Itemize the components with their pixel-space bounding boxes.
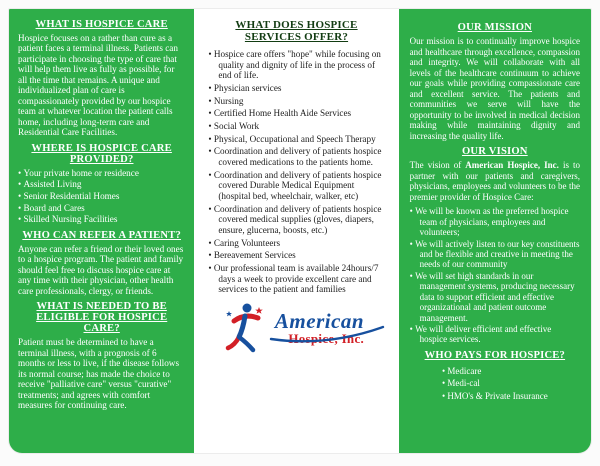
eligibility-text: Patient must be determined to have a terminal illness, with a prognosis of 6 months or less to live, if the disease follows its normal course; has made the choice to receive "palliative care" versus "curative" treatments; and agrees with comfort measures for continuing care. bbox=[18, 337, 180, 411]
list-item: • Medicare bbox=[442, 366, 548, 376]
vision-intro-pre: The vision of bbox=[409, 160, 466, 171]
middle-panel bbox=[194, 9, 398, 453]
logo-american-text: American bbox=[274, 308, 365, 333]
mission-text: Our mission is to continually improve hospice and healthcare through excellence, compassion and integrity. We will collaborate with all levels of the healthcare continuum to achieve our goals while providing compassionate care and excellent service. The patients and communities we serve will have the opportunity to be involved in medical decision making while maintaining dignity and increasing the quality life. bbox=[409, 36, 580, 141]
vision-intro-bold: American Hospice, Inc. bbox=[465, 160, 559, 171]
brochure-sheet bbox=[8, 8, 592, 454]
list-item: • Certified Home Health Aide Services bbox=[208, 108, 384, 119]
list-item: • Physician services bbox=[208, 83, 384, 94]
vision-list bbox=[410, 206, 580, 345]
list-item: • We will actively listen to our key constituents and be flexible and creative in meeting the needs of our community bbox=[410, 239, 580, 270]
list-item: • Physical, Occupational and Speech Therapy bbox=[208, 134, 384, 145]
who-pays-list bbox=[442, 366, 548, 403]
list-item: • Coordination and delivery of patients hospice covered medical supplies (gloves, diapers, ensure, glucerna, boosts, etc.) bbox=[208, 204, 384, 236]
list-item: • Senior Residential Homes bbox=[18, 191, 185, 202]
heading-our-mission: OUR MISSION bbox=[457, 22, 532, 33]
vision-intro-text bbox=[410, 160, 580, 202]
list-item: • Caring Volunteers bbox=[208, 238, 384, 249]
list-item: • Assisted Living bbox=[18, 179, 185, 190]
right-panel bbox=[399, 9, 591, 453]
what-is-hospice-care-text: Hospice focuses on a rather than cure as a patient faces a terminal illness. Patients can participate in choosing the type of care that will help them live as fully as possible, for all the time that remains. A unique and individualized plan of care is compassionately provided by our hospice team at whatever location the patient calls home, including long-term care and Residential Care Facilities. bbox=[18, 33, 178, 138]
list-item: • We will set high standards in our management systems, producing necessary data to support efficient and effective organizational and patient outcome management. bbox=[410, 271, 580, 323]
list-item: • Nursing bbox=[208, 96, 384, 107]
list-item: • Hospice care offers "hope" while focusing on quality and dignity of life in the process of end of life. bbox=[208, 49, 384, 81]
list-item: • Medi-cal bbox=[442, 378, 548, 388]
heading-eligibility: WHAT IS NEEDED TO BE ELIGIBLE FOR HOSPICE CARE? bbox=[36, 301, 168, 335]
list-item: • Skilled Nursing Facilities bbox=[18, 214, 185, 225]
list-item: • Our professional team is available 24hours/7 days a week to provide excellent care and services to the patient and families bbox=[208, 263, 384, 295]
heading-who-pays: WHO PAYS FOR HOSPICE? bbox=[424, 349, 566, 361]
list-item: • Social Work bbox=[208, 121, 384, 132]
list-item: • We will be known as the preferred hospice team of physicians, employees and volunteers; bbox=[410, 206, 580, 237]
list-item: • HMO's & Private Insurance bbox=[442, 391, 548, 401]
heading-where-provided: WHERE IS HOSPICE CARE PROVIDED? bbox=[31, 142, 172, 165]
heading-what-is-hospice-care: WHAT IS HOSPICE CARE bbox=[35, 19, 168, 30]
heading-who-can-refer: WHO CAN REFER A PATIENT? bbox=[22, 229, 181, 241]
heading-services-offer: WHAT DOES HOSPICE SERVICES OFFER? bbox=[235, 19, 358, 43]
vision-intro-post: is to partner with our patients and caregivers, physicians, employees and volunteers to be the premier provider of Hospice Care: bbox=[409, 160, 580, 202]
american-hospice-logo bbox=[208, 301, 384, 358]
list-item: • Board and Cares bbox=[18, 203, 185, 214]
dancing-figure-icon bbox=[223, 301, 265, 358]
left-panel bbox=[9, 9, 194, 453]
list-item: • Coordination and delivery of patients hospice covered Durable Medical Equipment (hospital bed, wheelchair, walker, etc) bbox=[208, 170, 384, 202]
services-list bbox=[208, 49, 384, 295]
logo-hospice-text: Hospice, Inc. bbox=[288, 330, 365, 346]
list-item: • We will deliver efficient and effective hospice services. bbox=[410, 324, 580, 345]
heading-our-vision: OUR VISION bbox=[461, 146, 528, 158]
logo-wordmark bbox=[269, 309, 370, 350]
who-can-refer-text: Anyone can refer a friend or their loved ones to a hospice program. The patient and family should feel free to discuss hospice care at any time with their physician, other health care professionals, clergy, or friends. bbox=[18, 243, 184, 296]
where-provided-list bbox=[18, 168, 185, 225]
list-item: • Coordination and delivery of patients hospice covered medications to the patients home. bbox=[208, 146, 384, 167]
list-item: • Bereavement Services bbox=[208, 250, 384, 261]
who-pays-list-wrap bbox=[410, 364, 580, 407]
list-item: • Your private home or residence bbox=[18, 168, 185, 179]
